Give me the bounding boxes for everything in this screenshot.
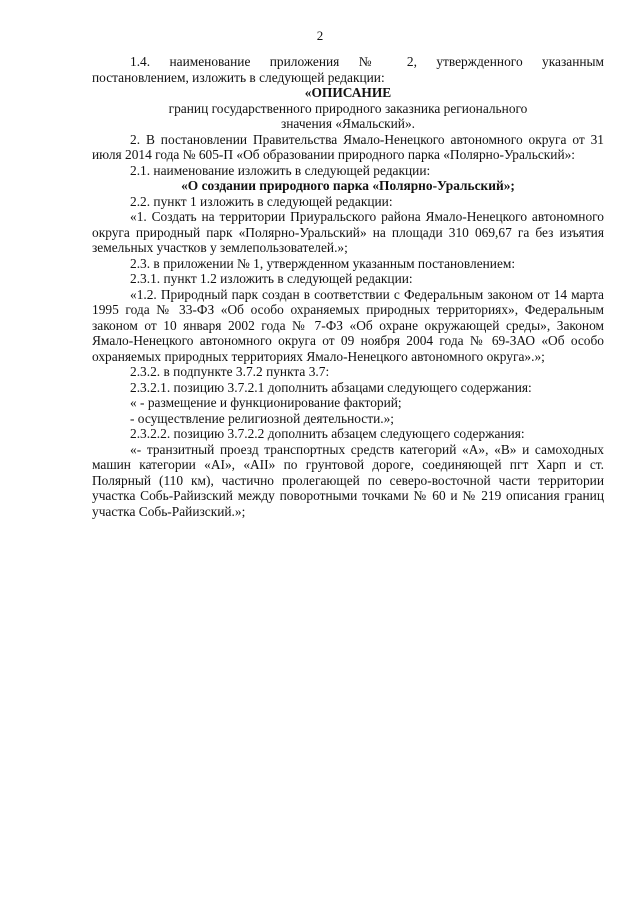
paragraph-2-3: 2.3. в приложении № 1, утвержденном указанным постановлением: (130, 255, 516, 271)
heading-description: «ОПИСАНИЕ (304, 85, 392, 100)
heading-description-line-1: границ государственного природного заказника регионального (168, 100, 528, 116)
paragraph-2-3-1-quote: «1.2. Природный парк создан в соответствии с Федеральным законом от 14 марта 1995 года № 33-ФЗ «Об особо охраняемых природных территориях», Федеральным законом от 10 января 2002 года № 7-ФЗ «Об охране окружающей среды», Законом Ямало-Ненецкого автономного округа от 09 ноября 2004 года № 69-ЗАО «Об особо охраняемых природных территориях Ямало-Ненецкого автономного округа».»; (92, 286, 604, 364)
paragraph-2: 2. В постановлении Правительства Ямало-Ненецкого автономного округа от 31 июля 2014 года № 605-П «Об образовании природного парка «Полярно-Уральский»: (92, 131, 604, 162)
paragraph-2-2-quote: «1. Создать на территории Приуральского района Ямало-Ненецкого автономного округа природный парк «Полярно-Уральский» на площади 310 069,67 га без изъятия земельных участков у землепользователей.»; (92, 209, 604, 255)
page-number: 2 (316, 28, 324, 43)
list-item-religious: - осуществление религиозной деятельности.»; (130, 410, 395, 426)
paragraph-2-2: 2.2. пункт 1 изложить в следующей редакции: (130, 193, 393, 209)
paragraph-2-3-2-1: 2.3.2.1. позицию 3.7.2.1 дополнить абзацами следующего содержания: (130, 379, 532, 395)
heading-description-line-2: значения «Ямальский». (280, 116, 416, 131)
paragraph-2-3-2: 2.3.2. в подпункте 3.7.2 пункта 3.7: (130, 364, 330, 379)
document-body (92, 54, 604, 519)
paragraph-2-3-2-2-quote: «- транзитный проезд транспортных средств категорий «А», «В» и самоходных машин категории «AI», «AII» по грунтовой дороге, соединяющей пгт Харп и ст. Полярный (110 км), частично пролегающей по северо-восточной части территории участка Собь-Райизский между поворотными точками № 60 и № 219 описания границ участка Собь-Райизский.»; (92, 441, 604, 519)
paragraph-2-3-1: 2.3.1. пункт 1.2 изложить в следующей редакции: (130, 271, 413, 286)
new-title: «О создании природного парка «Полярно-Уральский»; (181, 178, 515, 193)
paragraph-1-4-cont: постановлением, изложить в следующей редакции: (92, 69, 385, 85)
paragraph-2-1: 2.1. наименование изложить в следующей редакции: (130, 162, 431, 178)
list-item-factories: « - размещение и функционирование факторий; (130, 395, 402, 410)
paragraph-1-4: 1.4. наименование приложения № 2, утвержденного указанным (130, 54, 604, 69)
paragraph-2-3-2-2: 2.3.2.2. позицию 3.7.2.2 дополнить абзацем следующего содержания: (130, 426, 525, 441)
